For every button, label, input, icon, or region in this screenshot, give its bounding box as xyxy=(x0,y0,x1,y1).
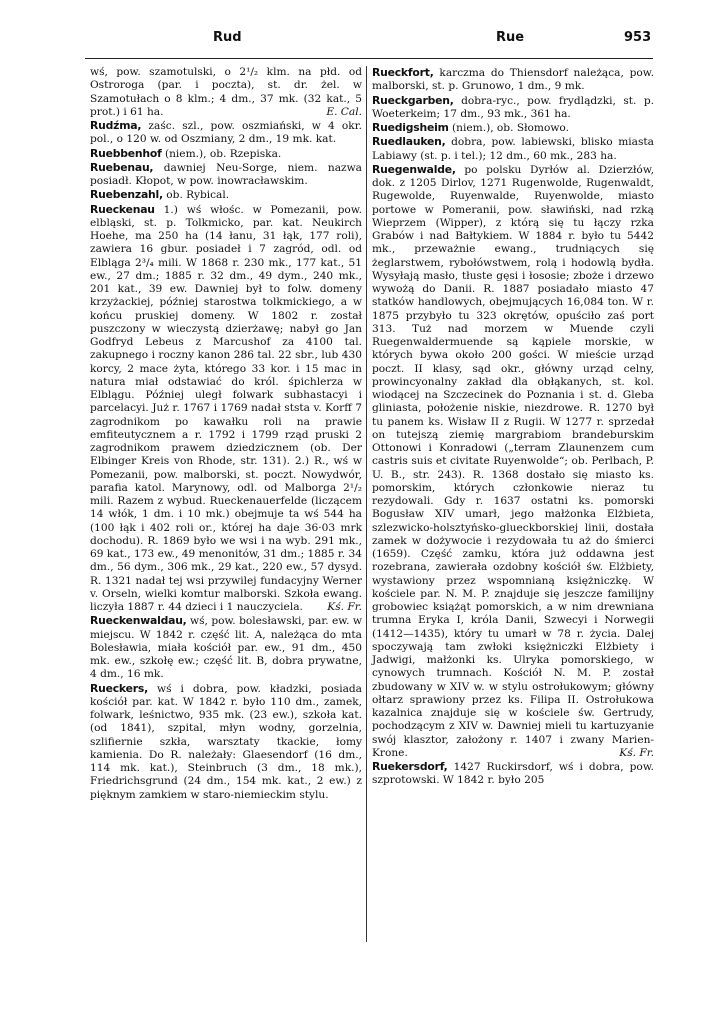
dictionary-entry xyxy=(90,188,362,202)
entry-text: (niem.), ob. Rzepiska. xyxy=(161,147,282,160)
dictionary-entry xyxy=(372,121,654,135)
entry-text: dobra, pow. labiewski, blisko miasta Labiawy (st. p. i tel.); 12 dm., 60 mk., 283 ha. xyxy=(372,136,654,162)
entry-text: wś i dobra, pow. kładzki, posiada kościół par. kat. W 1842 r. było 110 dm., zamek, folwark, leśnictwo, 935 mk. (23 ew.), szkoła kat. (od 1841), szpital, młyn wodny, gorzelnia, szlifiernie szkła, warsztaty tkackie, łomy kamienia. Do R. należały: Glaesendorf (16 dm., 114 mk. kat.), Steinbruch (3 dm., 18 mk.), Friedrichsgrund (24 dm., 154 mk. kat., 2 ew.) z pięknym zamkiem w staro-niemieckim stylu. xyxy=(90,682,362,801)
dictionary-entry xyxy=(90,161,362,189)
entry-author-signature: Kś. Fr. xyxy=(327,601,362,613)
header-center-catchword: Rue xyxy=(496,30,525,45)
dictionary-entry xyxy=(90,682,362,802)
right-column xyxy=(372,66,654,788)
dictionary-entry xyxy=(90,66,362,119)
entry-text: (niem.), ob. Słomowo. xyxy=(448,122,569,134)
entry-text: dawniej Neu-Sorge, niem. nazwa posiadł. Kłopot, w pow. inowracławskim. xyxy=(90,161,362,187)
entry-text: ob. Rybical. xyxy=(162,189,230,202)
entry-text: wś, pow. bolesławski, par. ew. w miejscu. W 1842 r. część lit. A, należąca do mta Bolesławia, miała kościół par. ew., 91 dm., 450 mk. ew., szkołę ew.; część lit. B, dobra prywatne, 4 dm., 16 mk. xyxy=(90,615,362,681)
left-column xyxy=(90,66,362,802)
entry-headword: Rueckenwaldau, xyxy=(90,614,187,628)
entry-headword: Ruedigsheim xyxy=(372,121,449,134)
column-divider xyxy=(366,66,367,942)
entry-headword: Ruegenwalde, xyxy=(372,162,456,176)
page-number: 953 xyxy=(624,30,652,45)
dictionary-entry xyxy=(372,66,654,94)
entry-text: karczma do Thiensdorf należąca, pow. malborski, st. p. Grunowo, 1 dm., 9 mk. xyxy=(372,67,654,93)
entry-text: zaśc. szl., pow. oszmiański, w 4 okr. pol., o 120 w. od Oszmiany, 2 dm., 19 mk. kat. xyxy=(90,120,362,146)
dictionary-entry xyxy=(90,147,362,161)
dictionary-entry xyxy=(372,760,654,788)
entry-author-signature: Kś. Fr. xyxy=(619,746,654,759)
entry-headword: Rueckenau xyxy=(90,202,155,216)
dictionary-entry xyxy=(90,119,362,147)
dictionary-entry xyxy=(372,163,654,760)
dictionary-entry xyxy=(372,94,654,122)
entry-text: 1427 Ruckirsdorf, wś i dobra, pow. szprotowski. W 1842 r. było 205 xyxy=(372,761,654,787)
entry-author-signature: E. Cal. xyxy=(326,105,362,118)
entry-headword: Ruebenau, xyxy=(90,160,154,174)
entry-headword: Rudźma, xyxy=(90,119,142,132)
entry-headword: Rueckgarben, xyxy=(372,93,454,107)
dictionary-entry xyxy=(90,203,362,615)
running-header xyxy=(0,30,720,52)
dictionary-entry xyxy=(372,135,654,163)
entry-headword: Ruedlauken, xyxy=(372,135,446,149)
dictionary-entry xyxy=(90,614,362,681)
entry-headword: Rueckfort, xyxy=(372,66,434,79)
header-rule xyxy=(85,58,653,59)
entry-headword: Ruebbenhof xyxy=(90,146,162,160)
entry-text: dobra-ryc., pow. frydlądzki, st. p. Woeterkeim; 17 dm., 93 mk., 361 ha. xyxy=(372,94,654,120)
entry-headword: Ruebenzahl, xyxy=(90,188,163,202)
entry-headword: Ruekersdorf, xyxy=(372,760,448,773)
entry-text: 1.) wś włośc. w Pomezanii, pow. elbląski, st. p. Tolkmicko, par. kat. Neukirch Hoehe, ma 250 ha (14 łanu, 31 łąk, 177 roli), zawiera 16 gbur. posiadeł i 7 zagród, odl. od Elbląga 2³/₄ mili. W 1868 r. 230 mk., 177 kat., 51 ew., 27 dm.; 1885 r. 32 dm., 49 dym., 240 mk., 201 kat., 39 ew. Dawniej był to folw. domeny krzyżackiej, później starostwa tolkmickiego, a w końcu pruskiej domeny. W 1802 r. został puszczony w wieczystą dzierżawę; nabył go Jan Godfryd Lebeus z Marcushof za 4100 tal. zakupnego i roczny kanon 286 tal. 22 sbr., lub 430 korcy, 2 mace żyta, którego 33 kor. i 15 mac in natura miał odstawiać do król. śpichlerza w Elblągu. Później uległ folwark subhastacyi i parcelacyi. Już r. 1767 i 1769 nadał ststa v. Korff 7 zagrodnikom po kawałku roli na prawie emfiteutycznem a r. 1792 i 1799 rząd pruski 2 zagrodnikom prawem dziedzicznem (ob. Der Elbinger Kreis von Rhode, str. 131). 2.) R., wś w Pomezanii, pow. malborski, st. poczt. Nowydwór, parafia katol. Marynowy, odl. od Malborga 2¹/₂ mili. Razem z wybud. Rueckenauerfelde (liczącem 14 włók, 1 dm. i 10 mk.) obejmuje ta wś 544 ha (100 łąk i 402 roli or., której ha daje 36·03 mrk dochodu). R. 1869 było we wsi i na wyb. 291 mk., 69 kat., 173 ew., 49 menonitów, 31 dm.; 1885 r. 34 dm., 56 dym., 306 mk., 29 kat., 220 ew., 57 dysyd. R. 1321 nadał tej wsi przywilej fundacyjny Werner v. Orseln, wielki komtur malborski. Szkoła ewang. liczyła 1887 r. 44 dzieci i 1 nauczyciela. xyxy=(90,203,362,613)
header-left-catchword: Rud xyxy=(213,30,242,45)
entry-text: po polsku Dyrłów al. Dzierzłów, dok. z 1205 Dirlov, 1271 Rugenwolde, Rugenwaldt, Rugewolde, Ruyenwalde, Ruyenwolde, miasto portowe w Pomeranii, pow. sławiński, nad rzką Wieprzem (Wipper), z którą się tu łączy rzka Grabów i nad Bałtykiem. W 1884 r. było tu 5442 mk., przeważnie ewang., trudniących się żeglarstwem, rybołówstwem, rolą i hodowlą bydła. Wysyłają masło, tłuste gęsi i łososie; zboże i drzewo wywożą do Danii. R. 1887 posiadało miasto 47 statków handlowych, obejmujących 16,084 ton. W r. 1875 przybyło tu 323 okrętów, opuściło zaś port 313. Tuż nad morzem w Muende czyli Ruegenwaldermuende są kąpiele morskie, w których bywa około 200 gości. W mieście urząd poczt. II klasy, sąd okr., główny urząd celny, prowincyonalny zakład dla obłąkanych, st. kol. wiodącej na Szczecinek do Poznania i st. d. Gleba gliniasta, położenie niskie, niezdrowe. R. 1270 był tu panem ks. Wisław II z Rugii. W 1277 r. sprzedał on tutejszą ziemię margrabiom brandeburskim Ottonowi i Konradowi („terram Zlaunenzem cum castris suis et civitate Ruyenwolde“; ob. Perlbach, P. U. B., str. 243). R. 1368 dostało się miasto ks. pomorskim, których członkowie nieraz tu rezydowali. Gdy r. 1637 ostatni ks. pomorski Bogusław XIV umarł, jego małżonka Elżbieta, szlezwicko-holsztyńsko-glueckborskiej linii, dostała zamek w dożywocie i rezydowała tu aż do śmierci (1659). Część zamku, która już oddawna jest rozebrana, zawierała ozdobny kościół św. Elżbiety, wystawiony przez wspomnianą księżniczkę. W kościele par. N. M. P. znajduje się jeszcze familijny grobowiec książąt pomorskich, a w nim drewniana trumna Eryka I, króla Danii, Szwecyi i Norwegii (1412—1435), który tu umarł w 78 r. życia. Dalej spoczywają tam zwłoki księżniczki Elżbiety i Jadwigi, małżonki ks. Ulryka pomorskiego, w cynowych trumnach. Kościół N. M. P. został zbudowany w XIV w. w stylu ostrołukowym; główny ołtarz sprawiony przez ks. Filipa II. Ostrołukowa kazalnica znajduje się w kościele św. Gertrudy, pochodzącym z XIV w. Dawniej mieli tu kartuzyanie swój klasztor, założony r. 1407 i zwany Marien-Krone. xyxy=(372,163,654,759)
entry-text: wś, pow. szamotulski, o 2¹/₂ klm. na płd. od Ostroroga (par. i poczta), st. dr. żel. w Szamotułach o 8 klm.; 4 dm., 37 mk. (32 kat., 5 prot.) i 61 ha. xyxy=(90,66,362,118)
entry-headword: Rueckers, xyxy=(90,681,148,695)
